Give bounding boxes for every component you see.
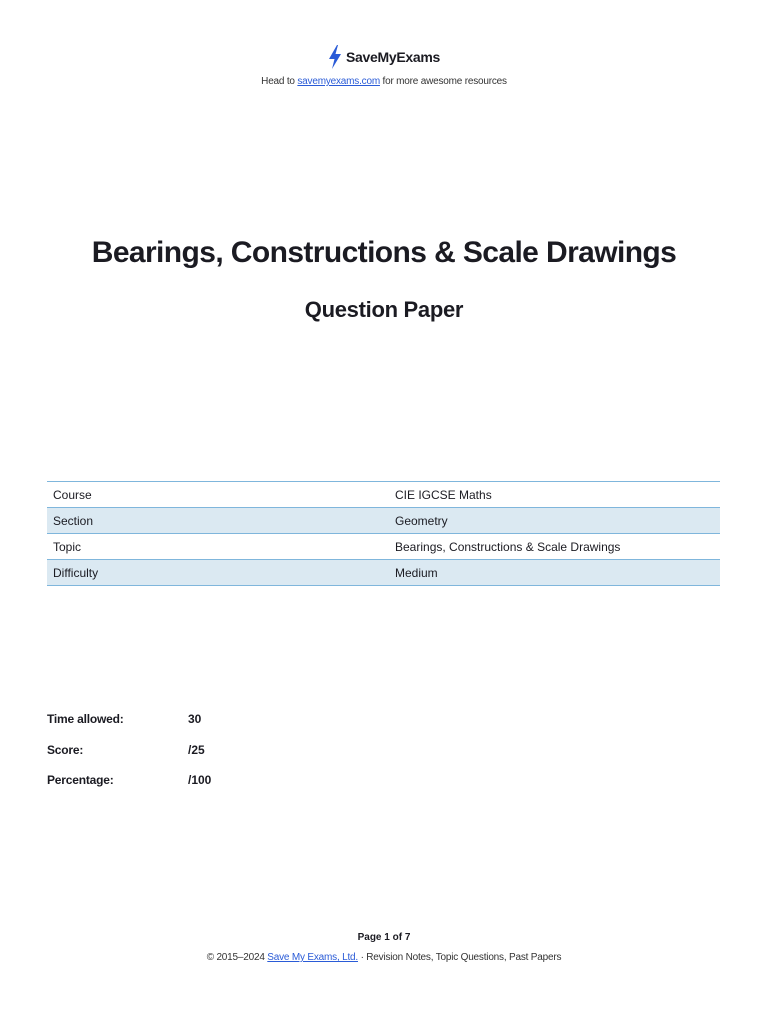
stat-value: 30 [188,712,202,727]
stat-time-allowed [47,704,211,735]
stat-label: Time allowed: [47,712,124,727]
page-number: Page 1 of 7 [357,932,411,943]
table-row [47,508,720,534]
copyright-prefix: © 2015–2024 [206,952,268,963]
score-summary [47,704,211,796]
table-row [47,482,720,508]
info-value-section: Geometry [389,508,720,534]
stat-percentage [47,765,211,796]
info-value-topic: Bearings, Constructions & Scale Drawings [389,534,720,560]
tagline-suffix: for more awesome resources [379,76,507,87]
info-value-difficulty: Medium [389,560,720,586]
tagline-prefix: Head to [261,76,298,87]
table-row [47,534,720,560]
copyright-line [0,952,768,963]
brand-logo[interactable] [328,44,440,70]
document-title: Bearings, Constructions & Scale Drawings [91,236,677,269]
stat-score [47,735,211,766]
document-subtitle: Question Paper [304,297,464,322]
brand-name: SaveMyExams [346,49,440,65]
header-tagline [0,76,768,87]
stat-value: /25 [188,742,205,757]
page-header [0,44,768,87]
info-key-course: Course [47,482,389,508]
stat-label: Percentage: [47,773,114,788]
savemyexams-link[interactable]: savemyexams.com [297,76,380,87]
info-key-topic: Topic [47,534,389,560]
table-row [47,560,720,586]
copyright-suffix: · Revision Notes, Topic Questions, Past Papers [357,952,562,963]
info-key-difficulty: Difficulty [47,560,389,586]
info-key-section: Section [47,508,389,534]
info-value-course: CIE IGCSE Maths [389,482,720,508]
lightning-bolt-icon [328,45,342,69]
stat-value: /100 [188,773,212,788]
stat-label: Score: [47,742,84,757]
save-my-exams-link[interactable]: Save My Exams, Ltd. [267,952,358,963]
course-info-table [47,481,720,586]
page-footer [0,932,768,963]
